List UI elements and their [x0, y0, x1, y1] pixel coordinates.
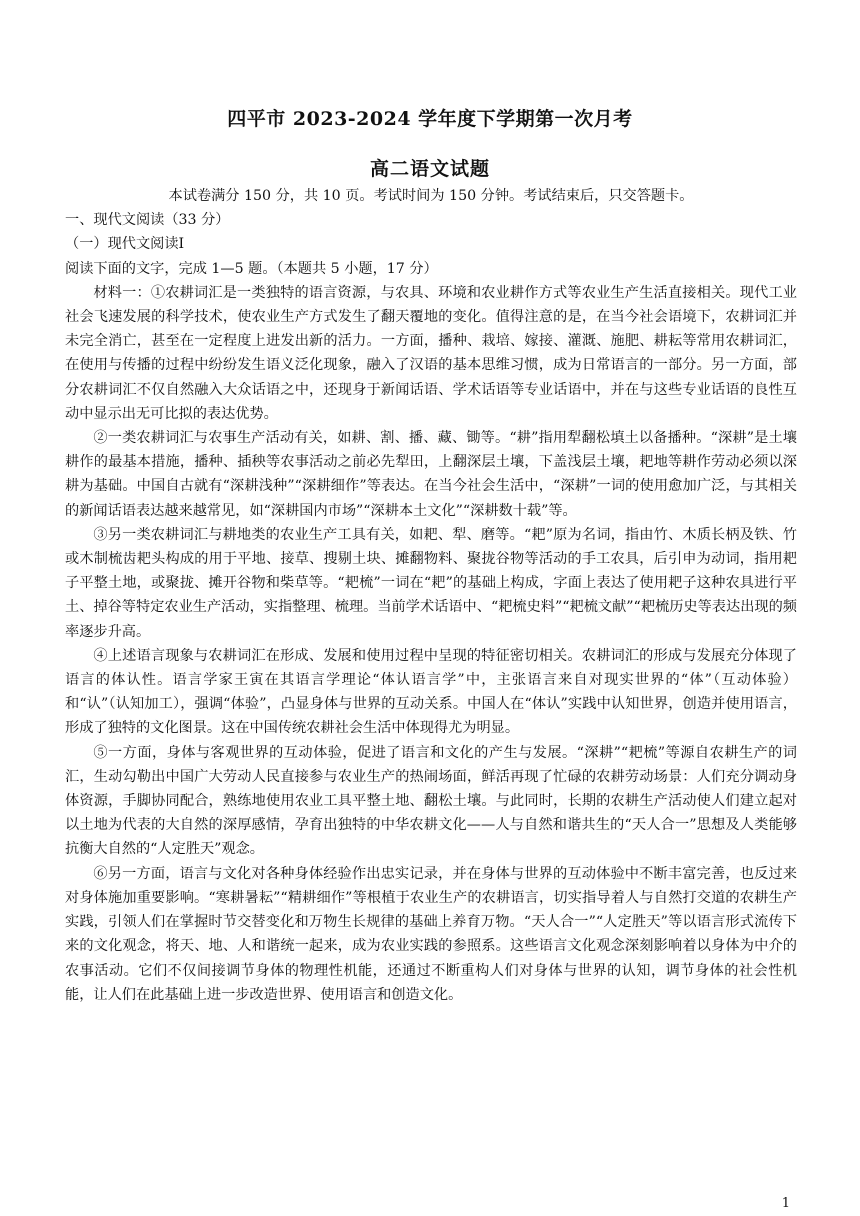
- reading-prompt: 阅读下面的文字，完成 1—5 题。（本题共 5 小题，17 分）: [65, 260, 438, 277]
- document-body: [65, 184, 797, 1007]
- material-paragraph-1: 材料一：①农耕词汇是一类独特的语言资源，与农具、环境和农业耕作方式等农业生产生活直接相关。现代工业社会飞速发展的科学技术，使农业生产方式发生了翻天覆地的变化。值得注意的是，在当今社会语境下，农耕词汇并未完全消亡，甚至在一定程度上进发出新的活力。一方面，播种、栽培、嫁接、灌溉、施肥、耕耘等常用农耕词汇，在使用与传播的过程中纷纷发生语义泛化现象，融入了汉语的基本思维习惯，成为日常语言的一部分。另一方面，部分农耕词汇不仅自然融入大众话语之中，还现身于新闻话语、学术话语等专业话语中，并在与这些专业话语的良性互动中显示出无可比拟的表达优势。: [65, 284, 797, 422]
- material-paragraph-3: ③另一类农耕词汇与耕地类的农业生产工具有关，如耙、犁、磨等。“耙”原为名词，指由竹、木质长柄及铁、竹或木制梳齿耙头构成的用于平地、接草、搜剔土块、摊翻物料、聚拢谷物等活动的手工农具，后引申为动词，指用耙子平整土地，或聚拢、摊开谷物和柴草等。“耙梳”一词在“耙”的基础上构成，字面上表达了使用耙子这种农具进行平土、掉谷等特定农业生产活动，实指整理、梳理。当前学术话语中、“耙梳史料”“耙梳文献”“耙梳历史等表达出现的频率逐步升高。: [65, 526, 797, 640]
- exam-instructions: 本试卷满分 150 分，共 10 页。考试时间为 150 分钟。考试结束后，只交答题卡。: [168, 188, 694, 204]
- page-number: 1: [781, 1196, 790, 1211]
- exam-title: 四平市 2023-2024 学年度下学期第一次月考: [227, 108, 633, 130]
- material-paragraph-5: ⑤一方面，身体与客观世界的互动体验，促进了语言和文化的产生与发展。“深耕”“耙梳”等源自农耕生产的词汇，生动勾勒出中国广大劳动人民直接参与农业生产的热闹场面，鲜活再现了忙碌的农耕劳动场景：人们充分调动身体资源，手脚协同配合，熟练地使用农业工具平整土地、翻松土壤。与此同时，长期的农耕生产活动使人们建立起对以土地为代表的大自然的深厚感情，孕育出独特的中华农耕文化——人与自然和谐共生的“天人合一”思想及人类能够抗衡大自然的“人定胜天”观念。: [65, 744, 797, 858]
- section-subheading: （一）现代文阅读Ⅰ: [65, 236, 185, 253]
- material-paragraph-6: ⑥另一方面，语言与文化对各种身体经验作出忠实记录，并在身体与世界的互动体验中不断丰富完善，也反过来对身体施加重要影响。“寒耕暑耘”“精耕细作”等根植于农业生产的农耕语言，切实指导着人与自然打交道的农耕生产实践，引领人们在掌握时节交替变化和万物生长规律的基础上养育万物。“天人合一”“人定胜天”等以语言形式流传下来的文化观念，将天、地、人和谐统一起来，成为农业实践的参照系。这些语言文化观念深刻影响着以身体为中介的农事活动。它们不仅间接调节身体的物理性机能，还通过不断重构人们对身体与世界的认知，调节身体的社会性机能，让人们在此基础上进一步改造世界、使用语言和创造文化。: [65, 865, 797, 1003]
- material-paragraph-4: ④上述语言现象与农耕词汇在形成、发展和使用过程中呈现的特征密切相关。农耕词汇的形成与发展充分体现了语言的体认性。语言学家王寅在其语言学理论“体认语言学”中，主张语言来自对现实世界的“体”（互动体验）和“认”（认知加工），强调“体验”，凸显身体与世界的互动关系。中国人在“体认”实践中认知世界，创造并使用语言，形成了独特的文化图景。这在中国传统农耕社会生活中体现得尤为明显。: [65, 647, 797, 737]
- exam-subtitle: 高二语文试题: [369, 158, 490, 180]
- section-heading: 一、现代文阅读（33 分）: [65, 212, 230, 229]
- material-paragraph-2: ②一类农耕词汇与农事生产活动有关，如耕、割、播、藏、锄等。“耕”指用犁翻松填土以备播种。“深耕”是土壤耕作的最基本措施，播种、插秧等农事活动之前必先犁田，上翻深层土壤，下盖浅层土壤，耙地等耕作劳动必须以深耕为基础。中国自古就有“深耕浅种”“深耕细作”等表达。在当今社会生活中，“深耕”一词的使用愈加广泛，与其相关的新闻话语表达越来越常见，如“深耕国内市场”“深耕本土文化”“深耕数十载”等。: [65, 430, 797, 519]
